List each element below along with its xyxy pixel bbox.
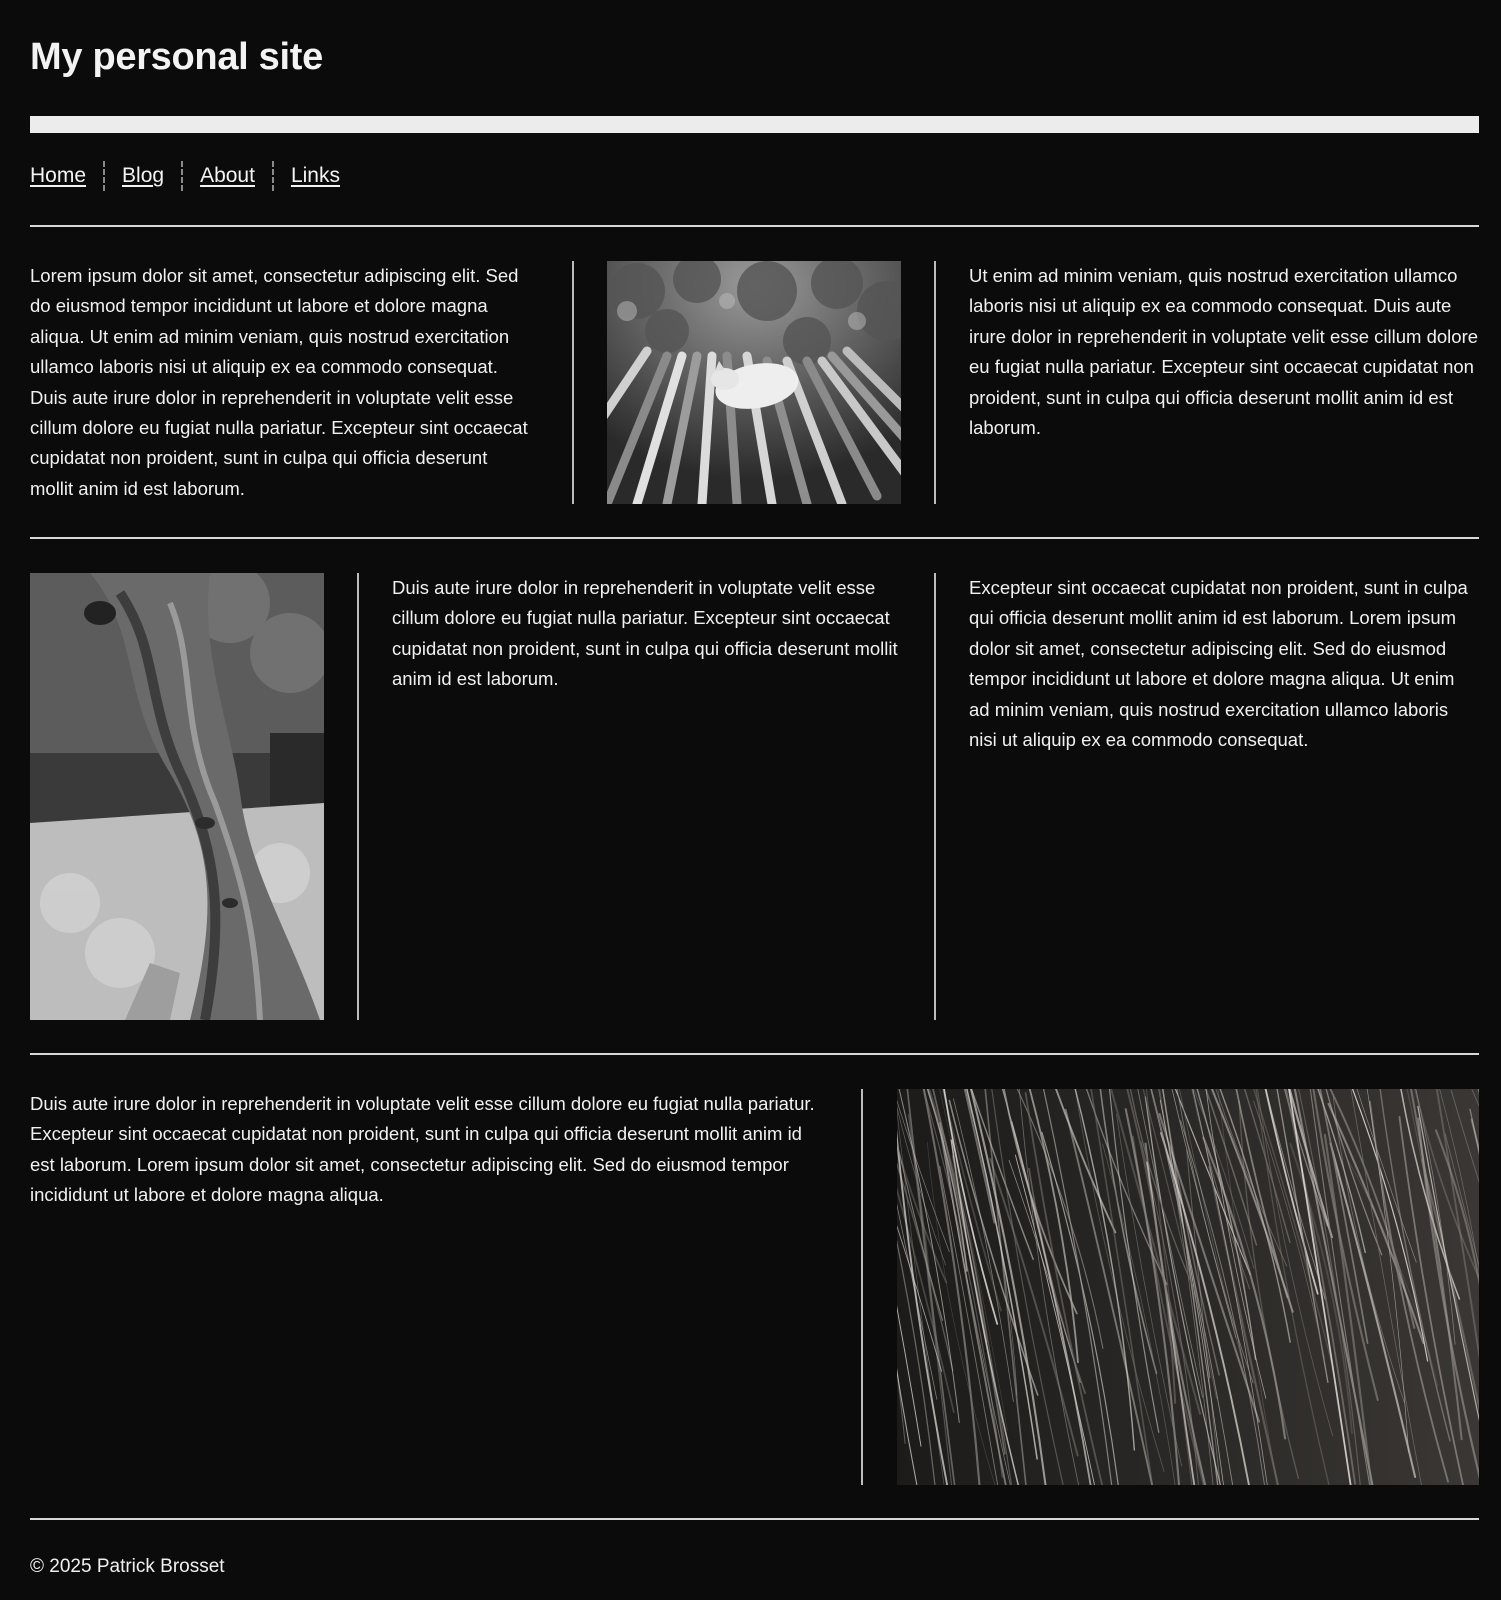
row2-separator-1 bbox=[357, 573, 359, 1020]
olive-tree-photo bbox=[30, 573, 324, 1020]
divider-footer bbox=[30, 1518, 1479, 1520]
title-underline-bar bbox=[30, 116, 1479, 133]
row1-separator-2 bbox=[934, 261, 936, 504]
row1-separator-1 bbox=[572, 261, 574, 504]
divider-row2 bbox=[30, 1053, 1479, 1055]
rain-streaks-photo bbox=[897, 1089, 1479, 1485]
main-nav bbox=[30, 161, 357, 191]
nav-link-links[interactable]: Links bbox=[272, 161, 357, 191]
row3-left-text: Duis aute irure dolor in reprehenderit in voluptate velit esse cillum dolore eu fugiat nulla pariatur. Excepteur sint occaecat cupidatat non proident, sunt in culpa qui officia deserunt mollit anim id est laborum. Lorem ipsum dolor sit amet, consectetur adipiscing elit. Sed do eiusmod tempor incididunt ut labore et dolore magna aliqua. bbox=[30, 1093, 815, 1206]
divider-nav bbox=[30, 225, 1479, 227]
cat-on-bamboo-image bbox=[607, 261, 901, 504]
nav-link-home[interactable]: Home bbox=[30, 164, 87, 187]
divider-row1 bbox=[30, 537, 1479, 539]
row2-middle-text: Duis aute irure dolor in reprehenderit in voluptate velit esse cillum dolore eu fugiat nulla pariatur. Excepteur sint occaecat cupidatat non proident, sunt in culpa qui officia deserunt mollit anim id est laborum. bbox=[392, 577, 898, 690]
nav-link-about[interactable]: About bbox=[181, 161, 272, 191]
row2-right-text: Excepteur sint occaecat cupidatat non proident, sunt in culpa qui officia deserunt mollit anim id est laborum. Lorem ipsum dolor sit amet, consectetur adipiscing elit. Sed do eiusmod tempor incididunt ut labore et dolore magna aliqua. Ut enim ad minim veniam, quis nostrud exercitation ullamco laboris nisi ut aliquip ex ea commodo consequat. bbox=[969, 577, 1468, 751]
row1-left-text: Lorem ipsum dolor sit amet, consectetur adipiscing elit. Sed do eiusmod tempor incididunt ut labore et dolore magna aliqua. Ut enim ad minim veniam, quis nostrud exercitation ullamco laboris nisi ut aliquip ex ea commodo consequat. Duis aute irure dolor in reprehenderit in voluptate velit esse cillum dolore eu fugiat nulla pariatur. Excepteur sint occaecat cupidatat non proident, sunt in culpa qui officia deserunt mollit anim id est laborum. bbox=[30, 265, 528, 499]
row2-separator-2 bbox=[934, 573, 936, 1020]
rain-streaks-image bbox=[897, 1089, 1479, 1485]
cat-on-bamboo-photo bbox=[607, 261, 901, 504]
site-title: My personal site bbox=[30, 36, 323, 78]
row1-right-text: Ut enim ad minim veniam, quis nostrud exercitation ullamco laboris nisi ut aliquip ex ea commodo consequat. Duis aute irure dolor in reprehenderit in voluptate velit esse cillum dolore eu fugiat nulla pariatur. Excepteur sint occaecat cupidatat non proident, sunt in culpa qui officia deserunt mollit anim id est laborum. bbox=[969, 265, 1479, 439]
footer-copyright: © 2025 Patrick Brosset bbox=[30, 1556, 225, 1577]
row3-separator bbox=[861, 1089, 863, 1485]
nav-link-blog[interactable]: Blog bbox=[103, 161, 181, 191]
olive-tree-image bbox=[30, 573, 324, 1020]
